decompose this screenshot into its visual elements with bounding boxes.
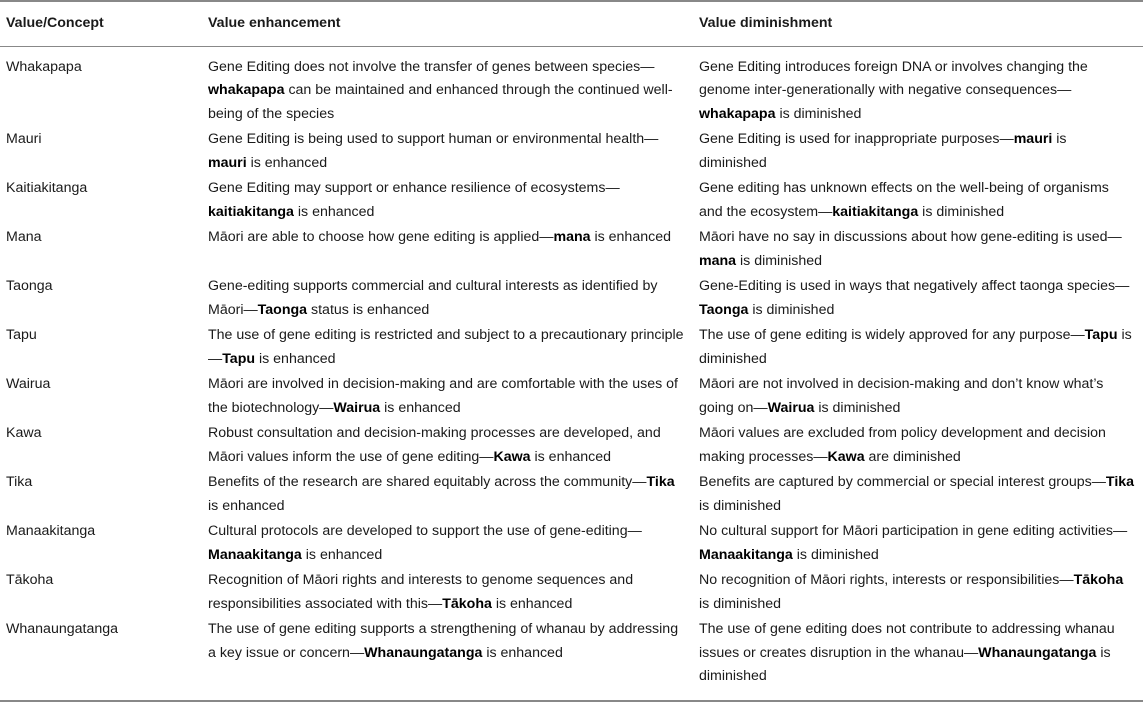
table-header — [0, 1, 1143, 46]
enhancement-cell — [202, 470, 693, 519]
cell-text: is enhanced — [590, 229, 671, 245]
diminishment-cell — [693, 470, 1143, 519]
concept-emphasis: Tākoha — [442, 595, 492, 612]
table-row — [0, 421, 1143, 470]
diminishment-cell — [693, 519, 1143, 568]
enhancement-cell — [202, 225, 693, 274]
concept-emphasis: Taonga — [257, 301, 308, 318]
cell-text: Māori have no say in discussions about how gene-editing is used— — [699, 229, 1122, 245]
cell-text: can be maintained and enhanced through the continued well-being of the species — [208, 82, 673, 122]
concept-cell: Manaakitanga — [6, 523, 96, 539]
enhancement-cell — [202, 421, 693, 470]
diminishment-cell — [693, 176, 1143, 225]
concept-emphasis: mana — [553, 229, 591, 245]
table-row — [0, 519, 1143, 568]
diminishment-cell — [693, 127, 1143, 176]
cell-text: is diminished — [699, 595, 782, 612]
cell-text: No recognition of Māori rights, interests or responsibilities— — [699, 572, 1074, 588]
cell-text: is enhanced — [491, 595, 573, 612]
enhancement-cell — [202, 176, 693, 225]
cell-text: is diminished — [699, 131, 1067, 171]
concept-emphasis: mana — [699, 252, 737, 269]
diminishment-cell — [693, 274, 1143, 323]
cell-text: Māori are not involved in decision-making and don’t know what’s going on— — [699, 376, 1104, 416]
table-row — [0, 617, 1143, 701]
diminishment-cell — [693, 323, 1143, 372]
concept-emphasis: Taonga — [699, 301, 749, 318]
cell-text: is diminished — [748, 301, 835, 318]
cell-text: status is enhanced — [307, 301, 430, 318]
enhancement-cell — [202, 372, 693, 421]
concept-emphasis: mauri — [1013, 131, 1053, 147]
header-value-concept: Value/Concept — [0, 1, 202, 46]
cell-text: Benefits of the research are shared equitably across the community— — [208, 474, 647, 490]
concept-cell: Tika — [6, 474, 33, 490]
cell-text: is enhanced — [530, 448, 612, 465]
concept-emphasis: Kawa — [493, 448, 531, 465]
concept-emphasis: Whanaungatanga — [364, 644, 483, 661]
cell-text: No cultural support for Māori participation in gene editing activities— — [699, 523, 1128, 539]
concept-cell: Mauri — [6, 131, 42, 147]
table-row — [0, 225, 1143, 274]
cell-text: The use of gene editing is restricted and subject to a precautionary principle— — [208, 327, 684, 367]
concept-cell: Whanaungatanga — [6, 621, 119, 637]
concept-cell: Tapu — [6, 327, 37, 343]
concept-cell: Kawa — [6, 425, 42, 441]
table-row — [0, 470, 1143, 519]
cell-text: is enhanced — [380, 399, 461, 416]
concept-emphasis: mauri — [208, 154, 247, 171]
concept-emphasis: Manaakitanga — [699, 546, 793, 563]
cell-text: The use of gene editing does not contribute to addressing whanau issues or creates disruption in the whanau— — [699, 621, 1115, 661]
concept-cell: Mana — [6, 229, 42, 245]
cell-text: Gene Editing introduces foreign DNA or involves changing the genome inter-generationally with negative consequences— — [699, 58, 1088, 98]
diminishment-cell — [693, 421, 1143, 470]
table-row — [0, 568, 1143, 617]
concept-emphasis: whakapapa — [699, 105, 776, 122]
enhancement-cell — [202, 46, 693, 127]
concept-cell: Taonga — [6, 278, 53, 294]
cell-text: The use of gene editing supports a strengthening of whanau by addressing a key issue or concern— — [208, 621, 679, 661]
table-row — [0, 176, 1143, 225]
concept-emphasis: kaitiakitanga — [208, 203, 294, 220]
header-value-enhancement: Value enhancement — [202, 1, 693, 46]
diminishment-cell — [693, 372, 1143, 421]
cell-text: is enhanced — [482, 644, 563, 661]
cell-text: Gene Editing is used for inappropriate purposes— — [699, 131, 1014, 147]
enhancement-cell — [202, 127, 693, 176]
cell-text: Māori are involved in decision-making and are comfortable with the uses of the biotechnology— — [208, 376, 679, 416]
concept-emphasis: Wairua — [767, 399, 815, 416]
diminishment-cell — [693, 225, 1143, 274]
concept-emphasis: Tika — [646, 474, 675, 490]
concept-cell: Tākoha — [6, 572, 54, 588]
concept-emphasis: Manaakitanga — [208, 546, 302, 563]
concept-cell: Whakapapa — [6, 58, 82, 75]
header-row — [0, 1, 1143, 46]
table-row — [0, 274, 1143, 323]
cell-text: is diminished — [792, 546, 879, 563]
cell-text: is diminished — [699, 327, 1132, 367]
concept-emphasis: whakapapa — [208, 82, 285, 98]
cell-text: Gene-editing supports commercial and cultural interests as identified by Māori— — [208, 278, 658, 318]
cell-text: Recognition of Māori rights and interests to genome sequences and responsibilities associated with this— — [208, 572, 634, 612]
concept-emphasis: Kawa — [827, 448, 865, 465]
cell-text: is diminished — [699, 497, 782, 514]
concept-emphasis: Tapu — [1084, 327, 1118, 343]
table-row — [0, 127, 1143, 176]
cell-text: Māori values are excluded from policy development and decision making processes— — [699, 425, 1106, 465]
cell-text: Māori are able to choose how gene editing is applied— — [208, 229, 554, 245]
cell-text: is diminished — [736, 252, 823, 269]
table-body — [0, 46, 1143, 701]
diminishment-cell — [693, 46, 1143, 127]
enhancement-cell — [202, 323, 693, 372]
cell-text: is enhanced — [208, 497, 285, 514]
table-row — [0, 372, 1143, 421]
enhancement-cell — [202, 617, 693, 701]
cell-text: Benefits are captured by commercial or special interest groups— — [699, 474, 1106, 490]
concept-cell: Wairua — [6, 376, 51, 392]
enhancement-cell — [202, 568, 693, 617]
cell-text: Gene Editing is being used to support human or environmental health— — [208, 131, 659, 147]
concept-emphasis: Tākoha — [1073, 572, 1124, 588]
enhancement-cell — [202, 274, 693, 323]
cell-text: Gene Editing does not involve the transfer of genes between species— — [208, 58, 655, 75]
cell-text: Gene editing has unknown effects on the well-being of organisms and the ecosystem— — [699, 180, 1109, 220]
cell-text: is enhanced — [246, 154, 328, 171]
concept-emphasis: kaitiakitanga — [832, 203, 919, 220]
cell-text: Robust consultation and decision-making processes are developed, and Māori values inform the use of gene editing— — [208, 425, 661, 465]
concept-cell: Kaitiakitanga — [6, 180, 88, 196]
cell-text: is diminished — [814, 399, 901, 416]
concept-emphasis: Tapu — [222, 350, 256, 367]
cell-text: is enhanced — [255, 350, 336, 367]
table-row — [0, 323, 1143, 372]
cell-text: Cultural protocols are developed to support the use of gene-editing— — [208, 523, 642, 539]
concept-emphasis: Wairua — [333, 399, 381, 416]
diminishment-cell — [693, 568, 1143, 617]
cell-text: are diminished — [864, 448, 961, 465]
diminishment-cell — [693, 617, 1143, 701]
enhancement-cell — [202, 519, 693, 568]
cell-text: is diminished — [775, 105, 862, 122]
header-value-diminishment: Value diminishment — [693, 1, 1143, 46]
cell-text: is enhanced — [293, 203, 375, 220]
cell-text: The use of gene editing is widely approved for any purpose— — [699, 327, 1085, 343]
cell-text: Gene Editing may support or enhance resilience of ecosystems— — [208, 180, 620, 196]
concept-emphasis: Whanaungatanga — [978, 644, 1097, 661]
cell-text: is diminished — [699, 644, 1111, 684]
cell-text: is enhanced — [301, 546, 383, 563]
cell-text: Gene-Editing is used in ways that negatively affect taonga species— — [699, 278, 1130, 294]
cell-text: is diminished — [918, 203, 1005, 220]
table-row — [0, 46, 1143, 127]
concept-emphasis: Tika — [1105, 474, 1135, 490]
